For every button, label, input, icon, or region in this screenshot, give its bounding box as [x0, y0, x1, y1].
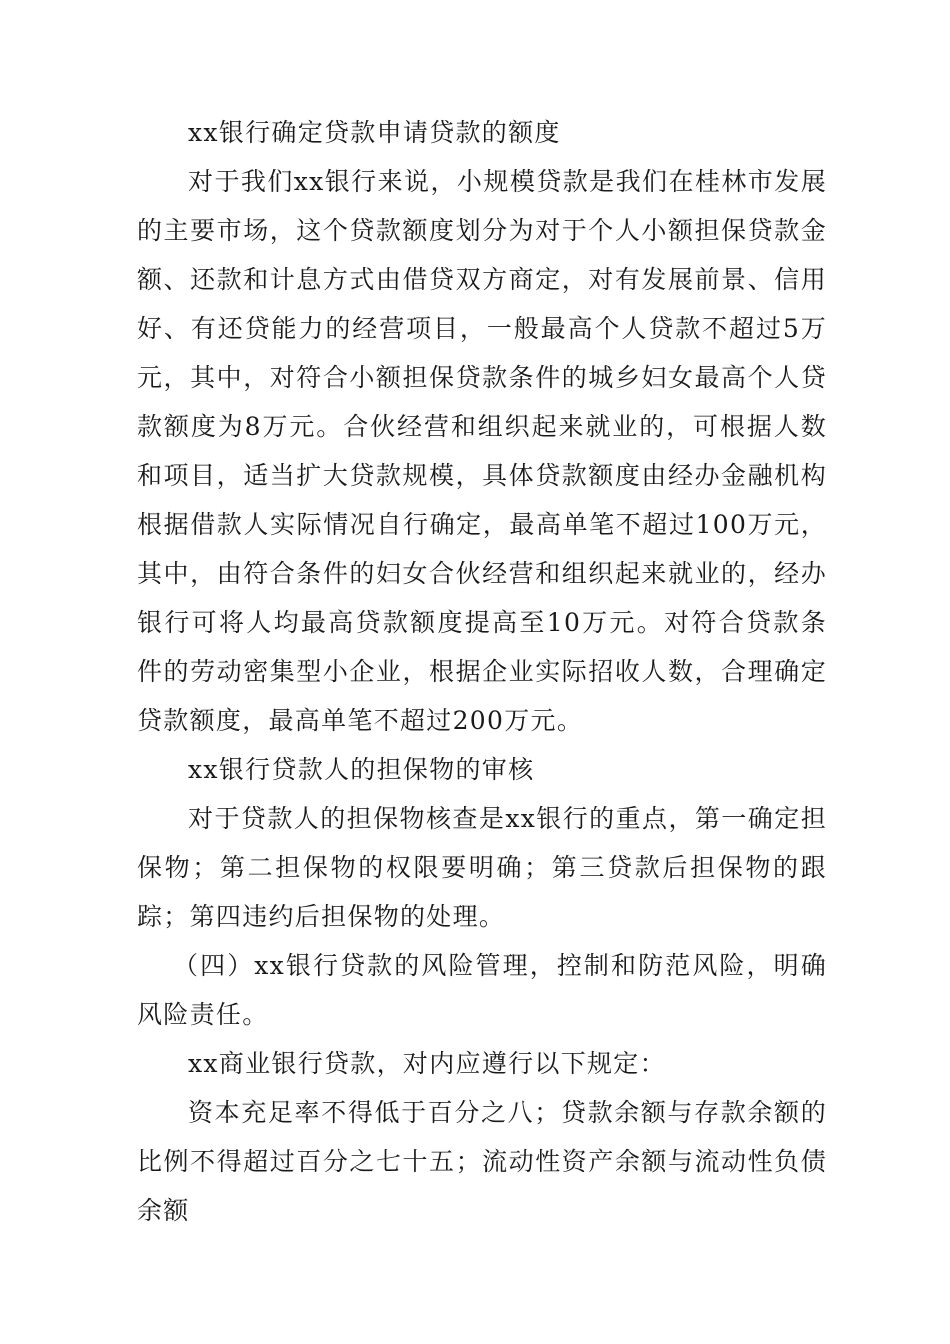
- paragraph-collateral-review: 对于贷款人的担保物核查是xx银行的重点，第一确定担保物；第二担保物的权限要明确；第三贷款后担保物的跟踪；第四违约后担保物的处理。: [137, 804, 827, 931]
- paragraph-loan-limit: 对于我们xx银行来说，小规模贷款是我们在桂林市发展的主要市场，这个贷款额度划分为对于个人小额担保贷款金额、还款和计息方式由借贷双方商定，对有发展前景、信用好、有还贷能力的经营项目，一般最高个人贷款不超过5万元，其中，对符合小额担保贷款条件的城乡妇女最高个人贷款额度为8万元。合伙经营和组织起来就业的，可根据人数和项目，适当扩大贷款规模，具体贷款额度由经办金融机构根据借款人实际情况自行确定，最高单笔不超过100万元，其中，由符合条件的妇女合伙经营和组织起来就业的，经办银行可将人均最高贷款额度提高至10万元。对符合贷款条件的劳动密集型小企业，根据企业实际招收人数，合理确定贷款额度，最高单笔不超过200万元。: [137, 167, 827, 735]
- document-body: [137, 108, 827, 1235]
- section-heading-collateral-review: xx银行贷款人的担保物的审核: [188, 755, 535, 784]
- paragraph-internal-rules: 资本充足率不得低于百分之八；贷款余额与存款余额的比例不得超过百分之七十五；流动性资产余额与流动性负债余额: [137, 1098, 827, 1225]
- section-heading-loan-limit: xx银行确定贷款申请贷款的额度: [188, 118, 561, 147]
- section-heading-risk-management: （四）xx银行贷款的风险管理，控制和防范风险，明确风险责任。: [137, 951, 827, 1029]
- section-heading-internal-rules: xx商业银行贷款，对内应遵行以下规定：: [188, 1049, 666, 1078]
